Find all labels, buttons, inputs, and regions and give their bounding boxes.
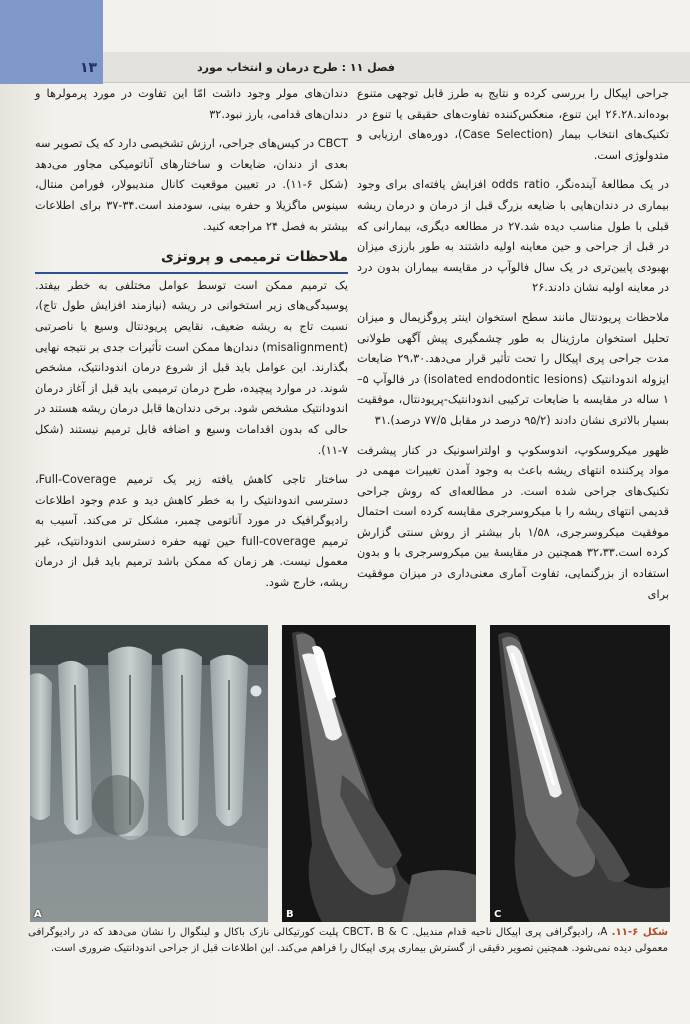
paragraph: در یک مطالعهٔ آینده‌نگر، odds ratio افزایش یافته‌ای برای وجود بیماری در دندان‌هایی با ضایعه بزرگ قبل از درمان و درمان ریشه قبلی با طول مناسب دیده شد.۲۷ در مطالعه دیگری، بیمارانی که در قبل از جراحی و حین معاینه اولیه داشتند به طور بارزی میزان بهبودی پایین‌تری در یک سال فالوآپ در مقایسه بیماران بدون درد در معاینه اولیه نشان دادند.۲۶: [357, 178, 670, 295]
header-rule: [103, 82, 690, 83]
cbct-drawing: [490, 625, 670, 922]
periapical-radiograph-image: [30, 625, 268, 922]
right-column: [357, 84, 669, 614]
cbct-image-c: [490, 625, 670, 922]
figure-label: A: [34, 909, 42, 920]
paragraph: جراحی اپیکال را بررسی کرده و نتایج به طرز قابل توجهی متنوع بوده‌اند.۲۶.۲۸ این تنوع، منعکس‌کننده تفاوت‌های حقیقی یا تنوع در تکنیک‌های انتخاب بیمار (Case Selection)، دوره‌های ارزیابی و متدولوژی است.: [357, 87, 669, 162]
paragraph: دندان‌های مولر وجود داشت امّا این تفاوت در مورد پرمولرها و دندان‌های قدامی، بارز نبود.۳۲: [35, 87, 348, 121]
cbct-drawing: [282, 625, 476, 922]
paragraph: CBCT در کیس‌های جراحی، ارزش تشخیصی دارد که یک تصویر سه بعدی از دندان، ضایعات و ساختارهای آناتومیکی مجاور می‌دهد (شکل ۶-۱۱). در تعیین موقعیت کانال مندیبولار، فورامن منتال، سینوس ماگزیلا و حفره بینی، سودمند است.۳۴-۳۷ برای اطلاعات بیشتر به فصل ۲۴ مراجعه کنید.: [35, 137, 348, 233]
figure-caption: [28, 925, 668, 957]
left-column: [35, 84, 348, 603]
section-heading: ملاحظات ترمیمی و پروتزی: [35, 247, 348, 274]
page-number: ۱۳: [80, 60, 98, 76]
cbct-image-b: [282, 625, 476, 922]
chapter-title: فصل ۱۱ : طرح درمان و انتخاب مورد: [197, 61, 395, 74]
paragraph: ظهور میکروسکوپ، اندوسکوپ و اولتراسونیک در کنار پیشرفت مواد پرکننده انتهای ریشه باعث به وجود آمدن تغییرات مهمی در تکنیک‌های جراحی شده است. در مطالعه‌ای که روش جراحی قدیمی انتهای ریشه را با میکروسرجری مقایسه کرده است احتمال موفقیت میکروسرجری، ۱/۵۸ بار بیشتر از روش سنتی گزارش کرده است.۳۲،۳۳ همچنین در مقایسهٔ بین میکروسرجری با و بدون استفاده از بزرگنمایی، تفاوت آماری معنی‌داری در میزان موفقیت برای: [357, 443, 669, 601]
paragraph: ملاحظات پریودنتال مانند سطح استخوان اینتر پروگزیمال و میزان تحلیل استخوان مارژینال به طور چشمگیری پیش آگهی طولانی مدت جراحی پری اپیکال را تحت تأثیر قرار می‌دهد.۲۹،۳۰ ضایعات ایزوله اندودانتیک (isolated endodontic lesions) در فالوآپ ۵–۱ ساله در مقایسه با ضایعات ترکیبی اندودانتیک-پریودنتال، موفقیت بسیار بالاتری نشان دادند (۹۵/۲ درصد در مقابل ۷۷/۵ درصد).۳۱: [357, 310, 669, 427]
caption-text: A، رادیوگرافی پری اپیکال ناحیه قدام مندیبل. CBCT، B & C پلیت کورتیکالی نازک باکال و لینگوال را نشان می‌دهد که در رادیوگرافی معمولی دیده نمی‌شود. همچنین تصویر دقیقی از گسترش بیماری پری اپیکال را فراهم می‌کند. این اطلاعات قبل از جراحی اندودانتیک ضروری است.: [28, 927, 668, 954]
figure-label: B: [286, 909, 294, 920]
radiograph-drawing: [30, 625, 268, 922]
paragraph: یک ترمیم ممکن است توسط عوامل مختلفی به خطر بیفتد. پوسیدگی‌های زیر استخوانی در ریشه (نیازمند افزایش طول تاج)، نسبت تاج به ریشه ضعیف، نقایص پریودنتال وسیع یا ناصرتبی (misalignment) دندان‌ها ممکن است تأثیرات جدی بر نتیجه نهایی بگذارند. این عوامل باید قبل از شروع درمان اندودانتیک، مشخص شوند. در موارد پیچیده، طرح درمان ترمیمی باید قبل از آغاز درمان اندودانتیک مشخص شود. برخی دندان‌ها قابل درمان ریشه هستند در حالی که بدون اقدامات وسیع و اضافه قابل ترمیم نیستند (شکل ۷-۱۱).: [35, 278, 348, 457]
figure-label: C: [494, 909, 502, 920]
paragraph: ساختار تاجی کاهش یافته زیر یک ترمیم Full-Coverage، دسترسی اندودانتیک را به خطر کاهش دید و عدم وجود اطلاعات رادیوگرافیک در مورد آناتومی چمبر، مشکل تر می‌کند. آسیب به ترمیم full-coverage حین تهیه حفره دسترسی اندودانتیک، غیر معمول نیست. هر زمان که ممکن باشد ترمیم باید قبل از درمان ریشه، خارج شود.: [35, 473, 348, 590]
figure-panel: [30, 625, 670, 922]
caption-number: شکل ۶-۱۱.: [611, 927, 668, 938]
